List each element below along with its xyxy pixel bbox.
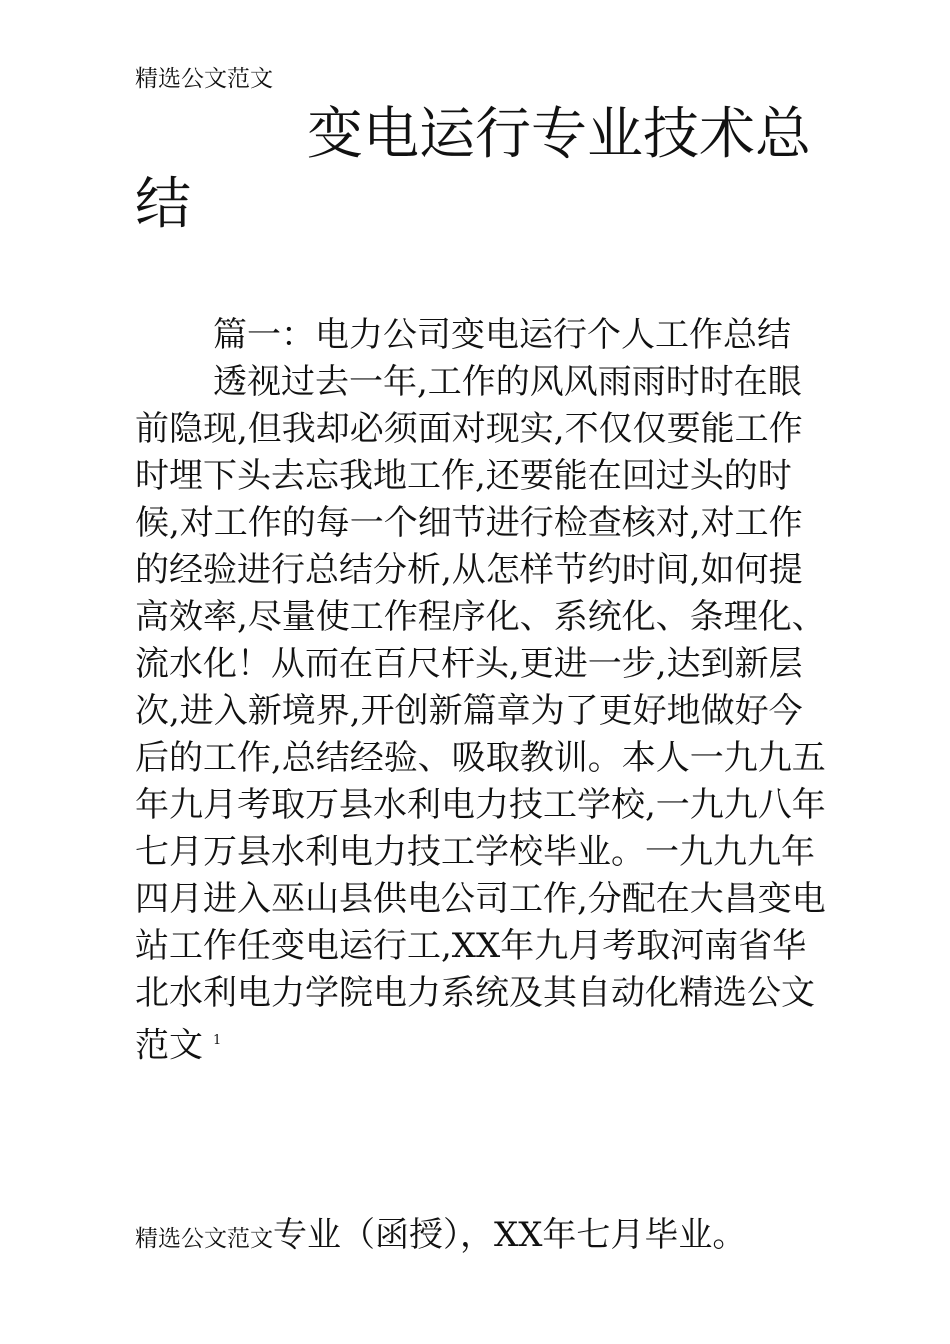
paragraph-text: 透视过去一年,工作的风风雨雨时时在眼前隐现,但我却必须面对现实,不仅仅要能工作时埋下头去忘我地工作,还要能在回过头的时候,对工作的每一个细节进行检查核对,对工作的经验进行总结分析,从怎样节约时间,如何提高效率,尽量使工作程序化、系统化、条理化、流水化！从而在百尺杆头,更进一步,达到新层次,进入新境界,开创新篇章为了更好地做好今后的工作,总结经验、吸取教训。本人一九九五年九月考取万县水利电力技工学校,一九九八年七月万县水利电力技工学校毕业。一九九九年四月进入巫山县供电公司工作,分配在大昌变电站工作任变电运行工,XX年九月考取河南省华北水利电力学院电力系统及其自动化 — [135, 362, 826, 1013]
page-header: 精选公文范文 — [135, 66, 273, 92]
document-body — [135, 312, 830, 1069]
next-page-text: 专业（函授），XX年七月毕业。 — [273, 1215, 747, 1255]
body-paragraph — [135, 359, 830, 1069]
inline-footer-label: 精选公文范文 — [135, 973, 815, 1066]
next-page-header-label: 精选公文范文 — [135, 1226, 273, 1252]
section-heading: 篇一：电力公司变电运行个人工作总结 — [213, 315, 791, 355]
page-number: 1 — [213, 1033, 222, 1048]
document-title: 变电运行专业技术总结 — [135, 102, 811, 237]
next-page-line — [135, 1212, 746, 1264]
